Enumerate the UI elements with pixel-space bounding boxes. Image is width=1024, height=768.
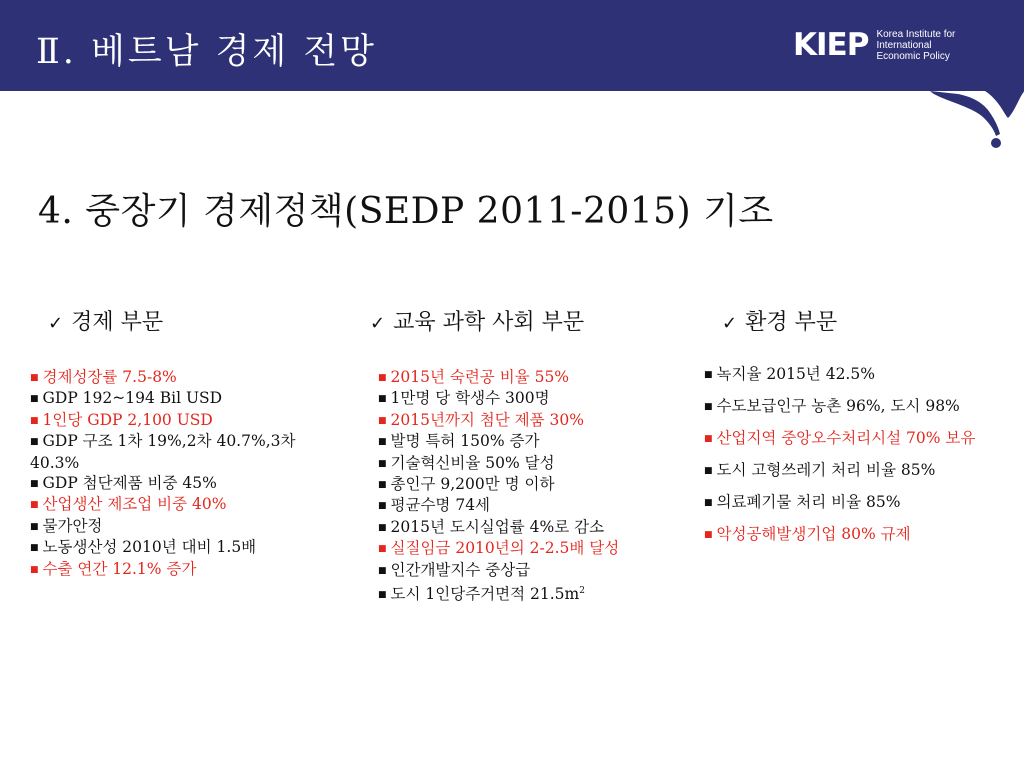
list-item: ■ GDP 첨단제품 비중 45% <box>30 474 217 493</box>
header-bar <box>0 0 1024 91</box>
square-bullet-icon: ■ <box>378 565 387 576</box>
list-item: ■ 2015년까지 첨단 제품 30% <box>378 410 585 429</box>
list-item: ■ 1인당 GDP 2,100 USD <box>30 410 213 429</box>
square-bullet-icon: ■ <box>30 394 39 405</box>
list-item: ■ 2015년 숙련공 비율 55% <box>378 368 570 386</box>
list-item: ■ 수출 연간 12.1% 증가 <box>30 559 197 578</box>
square-bullet-icon: ■ <box>30 564 39 575</box>
heading-education <box>370 305 584 336</box>
logo-text <box>876 29 996 62</box>
environment-list <box>704 359 1022 551</box>
list-item: ■ 노동생산성 2010년 대비 1.5배 <box>30 538 257 557</box>
square-bullet-icon: ■ <box>30 479 39 490</box>
square-bullet-icon: ■ <box>378 544 387 555</box>
list-item: ■ 실질임금 2010년의 2-2.5배 달성 <box>378 539 620 558</box>
square-bullet-icon: ■ <box>704 530 713 540</box>
list-item: ■ 인간개발지수 중상급 <box>378 560 531 579</box>
list-item: ■ 1만명 당 학생수 300명 <box>378 389 550 408</box>
square-bullet-icon: ■ <box>30 500 39 511</box>
square-bullet-icon: ■ <box>704 370 713 380</box>
square-bullet-icon: ■ <box>30 521 39 532</box>
education-list <box>378 367 638 606</box>
square-bullet-icon: ■ <box>378 522 387 533</box>
square-bullet-icon: ■ <box>704 498 713 508</box>
economy-list <box>30 367 320 580</box>
list-item: ■ 녹지율 2015년 42.5% <box>704 365 875 383</box>
list-item: ■ 악성공해발생기업 80% 규제 <box>704 525 911 543</box>
kiep-logo <box>793 28 996 62</box>
heading-environment <box>722 305 837 336</box>
square-bullet-icon: ■ <box>378 394 387 405</box>
list-item: ■ 기술혁신비율 50% 달성 <box>378 453 555 472</box>
logo-text-line1: Korea Institute for International <box>876 28 956 51</box>
check-icon: ✓ <box>722 313 738 334</box>
square-bullet-icon: ■ <box>30 543 39 554</box>
list-item: ■ 평균수명 74세 <box>378 496 491 515</box>
square-bullet-icon: ■ <box>378 501 387 512</box>
square-bullet-icon: ■ <box>378 458 387 469</box>
list-item: ■ 발명 특허 150% 증가 <box>378 432 540 451</box>
superscript: 2 <box>579 586 585 597</box>
check-icon: ✓ <box>370 313 386 334</box>
list-item: ■ 의료폐기물 처리 비율 85% <box>704 493 901 511</box>
square-bullet-icon: ■ <box>704 466 713 476</box>
heading-economy-label: 경제 부문 <box>71 310 164 335</box>
square-bullet-icon: ■ <box>378 415 387 426</box>
page-title: Ⅱ. 베트남 경제 전망 <box>36 32 377 72</box>
heading-environment-label: 환경 부문 <box>745 310 838 335</box>
square-bullet-icon: ■ <box>30 373 39 383</box>
list-item: ■ 산업생산 제조업 비중 40% <box>30 495 227 514</box>
list-item: ■ 도시 고형쓰레기 처리 비율 85% <box>704 461 936 479</box>
list-item: ■ GDP 192~194 Bil USD <box>30 389 223 408</box>
list-item: ■ 총인구 9,200만 명 이하 <box>378 475 555 494</box>
heading-education-label: 교육 과학 사회 부문 <box>393 310 585 335</box>
logo-text-line2: Economic Policy <box>876 50 950 62</box>
list-item: ■ GDP 구조 1차 19%,2차 40.7%,3차 40.3% <box>30 432 296 472</box>
list-item: ■ 경제성장률 7.5-8% <box>30 368 177 386</box>
logo-mark: KIEP <box>793 27 869 63</box>
list-item: ■ 수도보급인구 농촌 96%, 도시 98% <box>704 397 960 415</box>
list-item: ■ 도시 1인당주거면적 $21.5m^2$ <box>378 585 585 604</box>
check-icon: ✓ <box>48 313 64 334</box>
square-bullet-icon: ■ <box>30 415 39 426</box>
square-bullet-icon: ■ <box>378 480 387 491</box>
square-bullet-icon: ■ <box>704 434 713 444</box>
square-bullet-icon: ■ <box>378 437 387 448</box>
section-title: 4. 중장기 경제정책(SEDP 2011-2015) 기조 <box>38 191 774 232</box>
list-item: ■ 2015년 도시실업률 4%로 감소 <box>378 517 605 536</box>
square-bullet-icon: ■ <box>378 373 387 383</box>
square-bullet-icon: ■ <box>30 437 39 448</box>
square-bullet-icon: ■ <box>378 590 387 601</box>
square-bullet-icon: ■ <box>704 402 713 412</box>
list-item: ■ 물가안정 <box>30 516 103 535</box>
list-item: ■ 산업지역 중앙오수처리시설 70% 보유 <box>704 429 976 447</box>
heading-economy <box>48 305 163 336</box>
